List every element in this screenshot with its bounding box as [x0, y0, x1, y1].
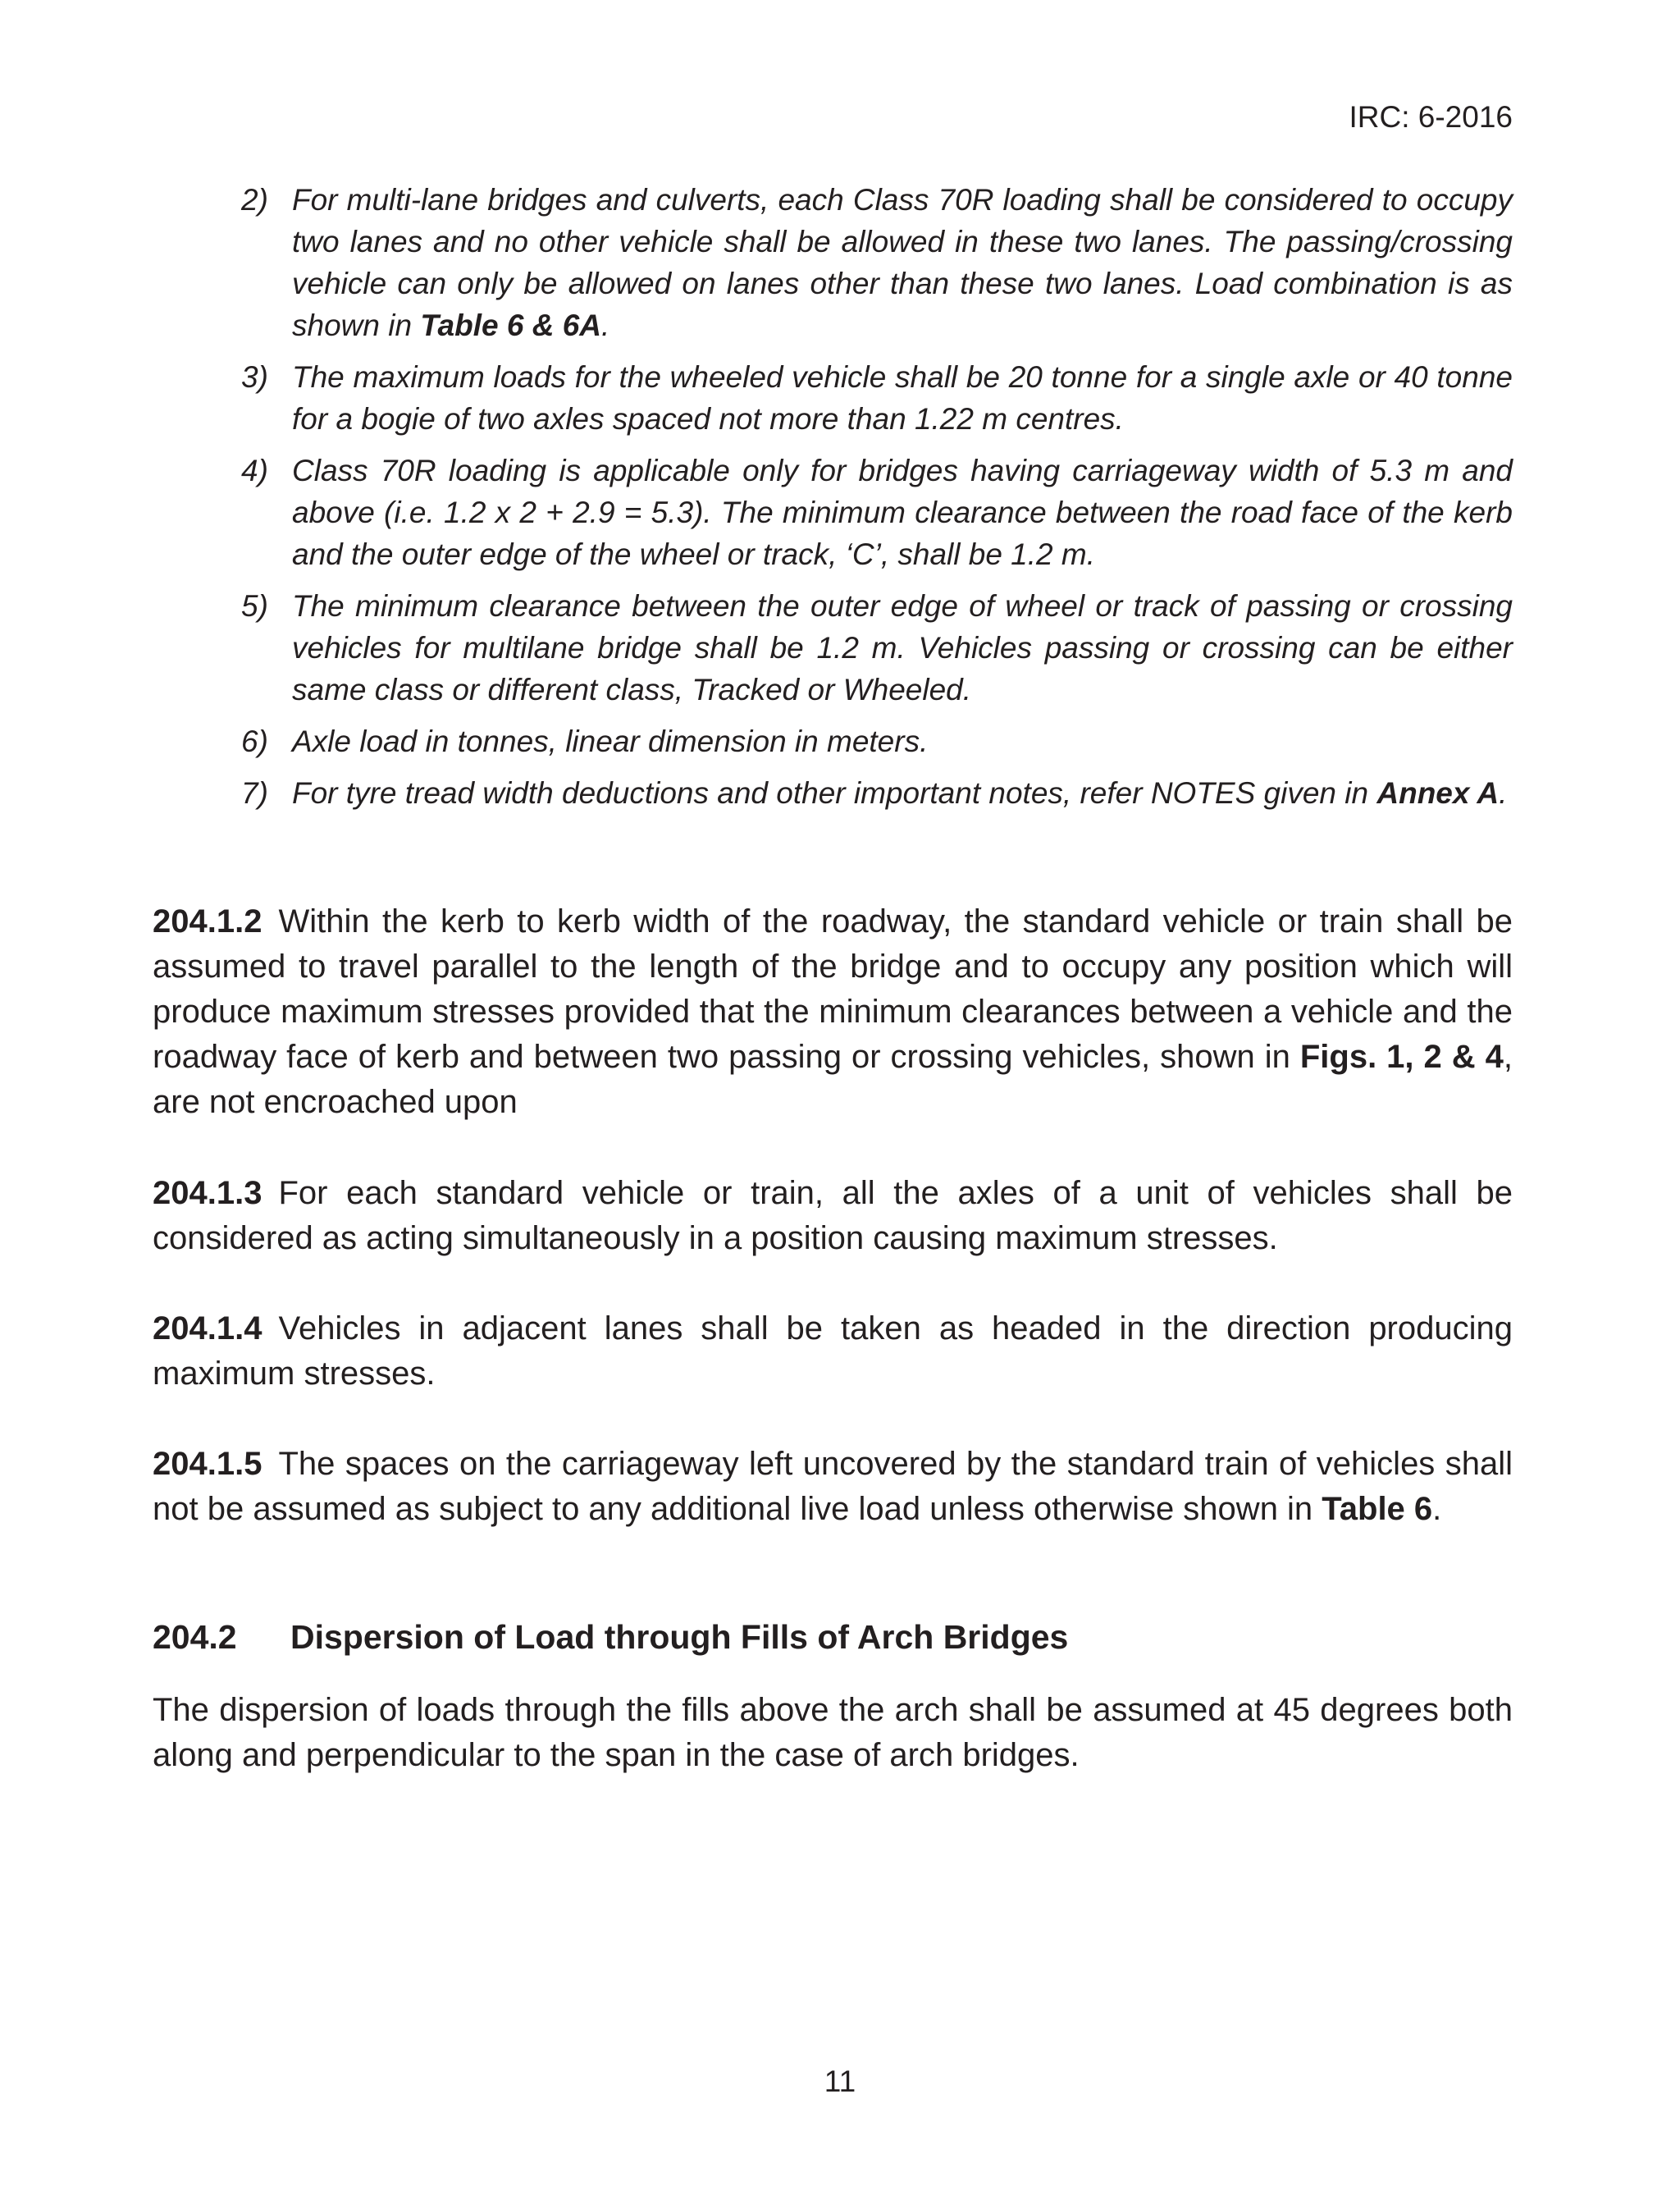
section-heading	[153, 1618, 1068, 1657]
note-text: Axle load in tonnes, linear dimension in meters.	[292, 725, 929, 758]
note-text: For multi-lane bridges and culverts, each Class 70R loading shall be considered to occupy two lanes and no other vehicle shall be allowed in these two lanes. The passing/crossing vehicle can only be allowed on lanes other than these two lanes. Load combination is as shown in Table 6 & 6A.	[292, 183, 1513, 342]
note-item	[241, 585, 1513, 711]
clause-number: 204.1.5	[153, 1446, 262, 1482]
note-number: 7)	[241, 776, 268, 810]
clause-number: 204.1.2	[153, 903, 262, 940]
annex-reference: Annex A	[1376, 776, 1500, 810]
table-reference: Table 6	[1322, 1491, 1433, 1527]
notes-list	[241, 179, 1513, 824]
note-number: 6)	[241, 725, 268, 758]
table-reference: Table 6 & 6A	[420, 309, 602, 342]
clause-204-1-3	[153, 1171, 1513, 1261]
clause-number: 204.1.4	[153, 1310, 262, 1346]
section-title: Dispersion of Load through Fills of Arch Bridges	[290, 1618, 1069, 1656]
clause-204-1-4	[153, 1306, 1513, 1397]
note-number: 5)	[241, 589, 268, 623]
note-text: Class 70R loading is applicable only for bridges having carriageway width of 5.3 m and above (i.e. 1.2 x 2 + 2.9 = 5.3). The minimum clearance between the road face of the kerb and the outer edge of the wheel or track, ‘C’, shall be 1.2 m.	[292, 454, 1513, 571]
clause-text: Vehicles in adjacent lanes shall be taken as headed in the direction producing maximum stresses.	[153, 1310, 1513, 1392]
note-item	[241, 772, 1513, 814]
note-item	[241, 450, 1513, 575]
note-item	[241, 356, 1513, 440]
note-item	[241, 179, 1513, 346]
note-text: The minimum clearance between the outer edge of wheel or track of passing or crossing vehicles for multilane bridge shall be 1.2 m. Vehicles passing or crossing can be either same class or different class, Tracked or Wheeled.	[292, 589, 1513, 706]
figure-reference: Figs. 1, 2 & 4	[1299, 1039, 1504, 1075]
note-item	[241, 720, 1513, 762]
clause-text: For each standard vehicle or train, all the axles of a unit of vehicles shall be considered as acting simultaneously in a position causing maximum stresses.	[153, 1175, 1513, 1256]
document-reference: IRC: 6-2016	[1349, 100, 1513, 134]
note-number: 3)	[241, 360, 268, 394]
note-text: The maximum loads for the wheeled vehicle shall be 20 tonne for a single axle or 40 tonne for a bogie of two axles spaced not more than 1.22 m centres.	[292, 360, 1513, 436]
note-number: 4)	[241, 454, 268, 487]
page-number: 11	[824, 2064, 856, 2098]
clause-204-1-2: 204.1.2 Within the kerb to kerb width of the roadway, the standard vehicle or train shall be assumed to travel parallel to the length of the bridge and to occupy any position which will produce maximum stresses provided that the minimum clearances between a vehicle and the roadway face of kerb and between two passing or crossing vehicles, shown in Figs. 1, 2 & 4, are not encroached upon	[153, 903, 1513, 1120]
note-text: For tyre tread width deductions and other important notes, refer NOTES given in Annex A.	[292, 776, 1508, 810]
section-number: 204.2	[153, 1618, 237, 1656]
section-paragraph: The dispersion of loads through the fills above the arch shall be assumed at 45 degrees both along and perpendicular to the span in the case of arch bridges.	[153, 1692, 1513, 1773]
clause-204-1-5: 204.1.5 The spaces on the carriageway left uncovered by the standard train of vehicles shall not be assumed as subject to any additional live load unless otherwise shown in Table 6.	[153, 1446, 1513, 1527]
note-number: 2)	[241, 183, 268, 217]
clause-number: 204.1.3	[153, 1175, 262, 1211]
